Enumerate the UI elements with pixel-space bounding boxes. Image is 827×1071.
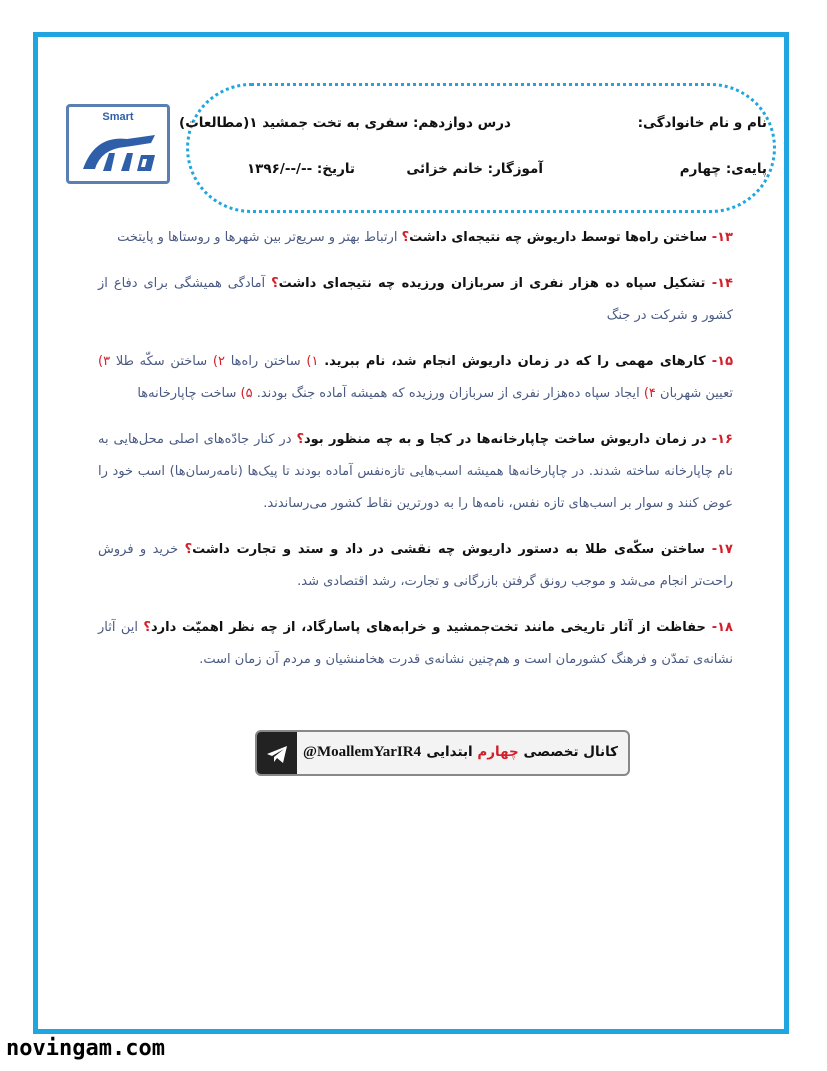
question-15: ۱۵- کارهای مهمی را که در زمان داریوش انجام شد، نام ببرید. ۱) ساختن راه‌ها ۲) ساختن سکّه طلا ۳) تعیین شهربان ۴) ایجاد سپاه ده‌هزار نفری از سربازان ورزیده که همیشه آماده جنگ بودند. ۵) ساخت چاپارخانه‌ها xyxy=(98,354,734,401)
question-18: ۱۸- حفاظت از آثار تاریخی مانند تخت‌جمشید و خرابه‌های پاسارگاد، از چه نظر اهمیّت دارد؟ این آثار نشانه‌ی تمدّن و فرهنگ کشورمان است و هم‌چنین نشانه‌ی قدرت هخامنشیان و مردم آن زمان است. xyxy=(98,620,733,667)
question-16: ۱۶- در زمان داریوش ساخت چاپارخانه‌ها در کجا و به چه منظور بود؟ در کنار جادّه‌های اصلی محل‌هایی به نام چاپارخانه ساخته شدند. در چاپارخانه‌ها همیشه اسب‌هایی تازه‌نفس آماده بودند تا پیک‌ها (نامه‌رسان‌ها) اسب خود را عوض کنند و سوار بر اسب‌های تازه نفس، نامه‌ها را به دورترین نقاط کشور می‌رساندند. xyxy=(98,432,733,511)
answer-18: این آثار نشانه‌ی تمدّن و فرهنگ کشورمان است و هم‌چنین نشانه‌ی قدرت هخامنشیان و مردم آن زمان است. xyxy=(98,620,733,667)
question-13: ۱۳- ساختن راه‌ها توسط داریوش چه نتیجه‌ای داشت؟ ارتباط بهتر و سریع‌تر بین شهرها و روستاها و پایتخت xyxy=(117,230,733,245)
site-watermark: novingam.com xyxy=(6,1036,165,1061)
date-label: تاریخ: --/--/۱۳۹۶ xyxy=(246,161,355,177)
answer-14: آمادگی همیشگی برای دفاع از کشور و شرکت در جنگ xyxy=(98,276,733,323)
telegram-channel-banner[interactable] xyxy=(255,730,630,776)
school-logo xyxy=(66,104,170,184)
question-17: ۱۷- ساختن سکّه‌ی طلا به دستور داریوش چه نقشی در داد و ستد و تجارت داشت؟ خرید و فروش راحت‌تر انجام می‌شد و موجب رونق گرفتن بازرگانی و تجارت، رشد اقتصادی شد. xyxy=(98,542,733,589)
teacher-label: آموزگار: خانم خزائی xyxy=(406,161,543,177)
channel-handle[interactable]: @MoallemYarIR4 xyxy=(303,744,422,760)
answer-16: در کنار جادّه‌های اصلی محل‌هایی به نام چاپارخانه ساخته شدند. در چاپارخانه‌ها همیشه اسب‌هایی تازه‌نفس آماده بودند تا پیک‌ها (نامه‌رسان‌ها) اسب خود را عوض کنند و سوار بر اسب‌های تازه نفس، نامه‌ها را به دورترین نقاط کشور می‌رساندند. xyxy=(98,432,733,511)
questions-list xyxy=(98,222,733,690)
answer-17: خرید و فروش راحت‌تر انجام می‌شد و موجب رونق گرفتن بازرگانی و تجارت، رشد اقتصادی شد. xyxy=(98,542,733,589)
logo-smart-text: Smart xyxy=(102,111,134,123)
answer-13: ارتباط بهتر و سریع‌تر بین شهرها و روستاها و پایتخت xyxy=(117,230,402,245)
question-14: ۱۴- تشکیل سپاه ده هزار نفری از سربازان ورزیده چه نتیجه‌ای داشت؟ آمادگی همیشگی برای دفاع از کشور و شرکت در جنگ xyxy=(98,276,733,323)
channel-title: کانال تخصصی چهارم ابتدایی xyxy=(426,744,618,760)
grade-label: پایه‌ی: چهارم xyxy=(679,161,767,177)
name-label: نام و نام خانوادگی: xyxy=(637,115,767,131)
logo-mark-icon xyxy=(75,129,161,177)
telegram-icon xyxy=(257,732,297,776)
lesson-title: درس دوازدهم: سفری به تخت جمشید ۱(مطالعات) xyxy=(179,115,511,131)
header-box xyxy=(186,83,776,213)
